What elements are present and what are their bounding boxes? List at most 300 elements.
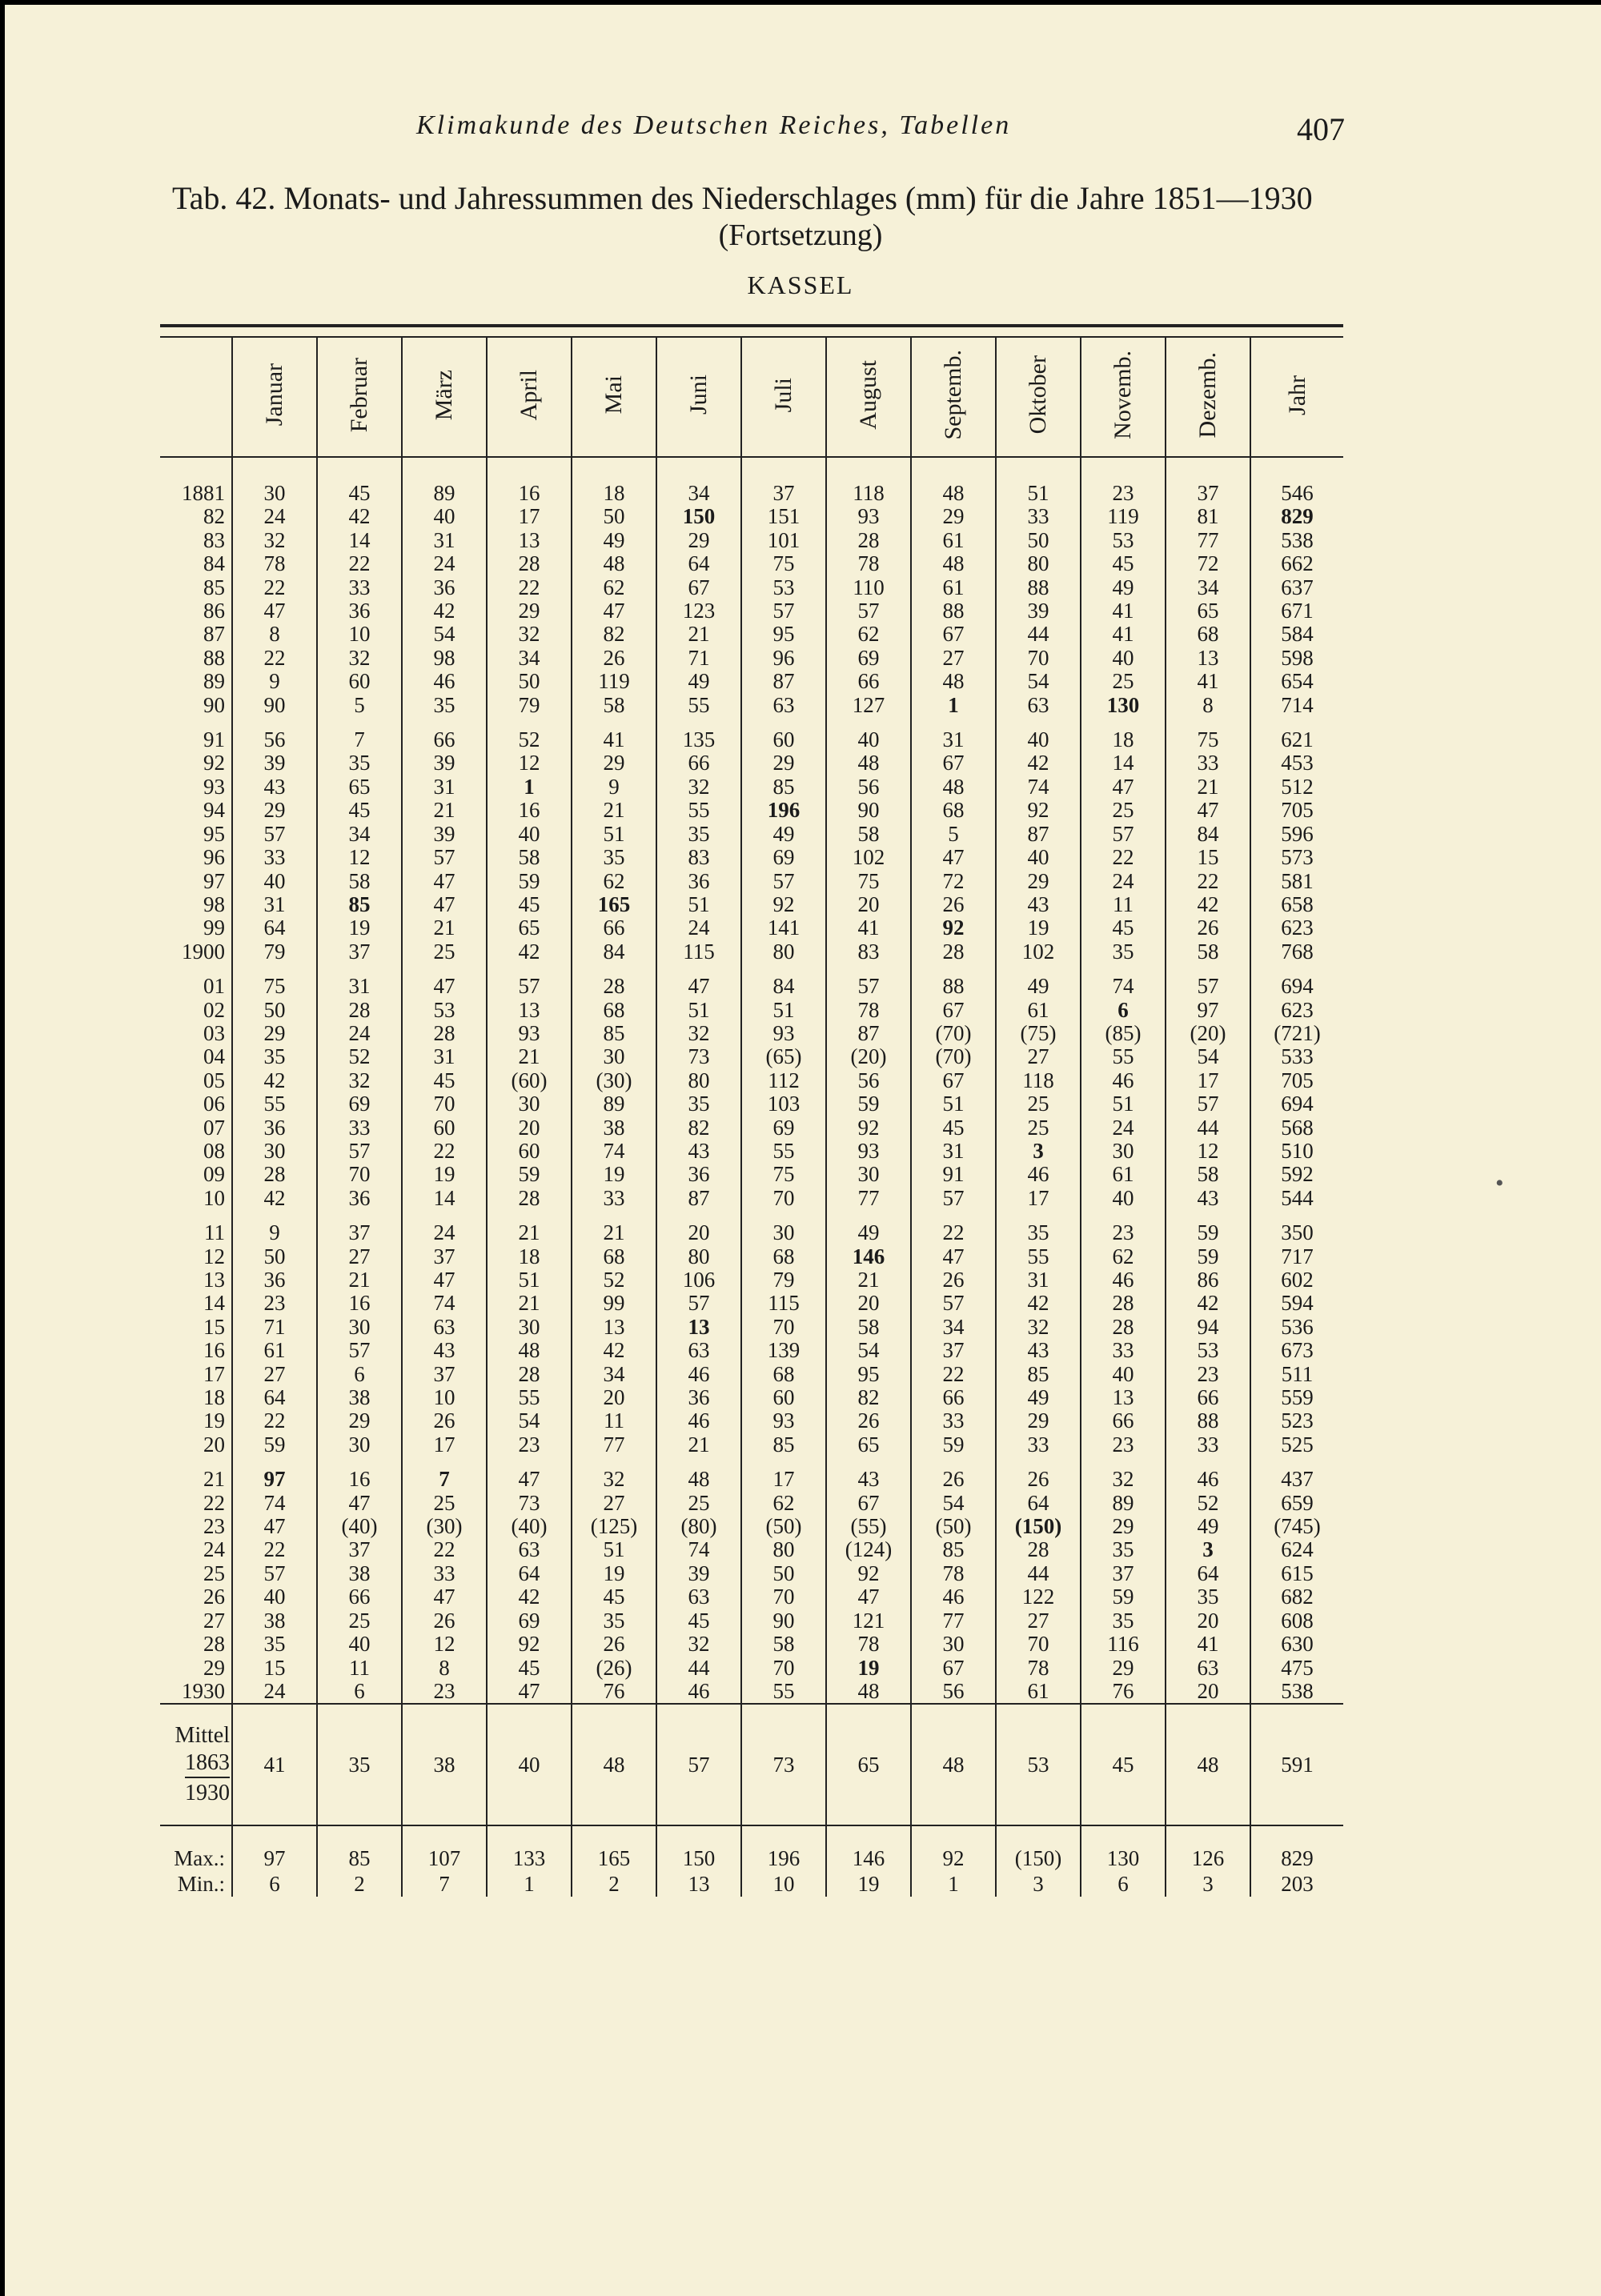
value-cell: 22: [1081, 846, 1166, 869]
value-cell: 29: [911, 505, 996, 528]
value-cell: 40: [826, 717, 911, 751]
value-cell: 40: [317, 1633, 402, 1656]
value-cell: 12: [487, 751, 572, 775]
value-cell: 112: [741, 1069, 826, 1092]
table-row: [160, 964, 1343, 998]
value-cell: 8: [1166, 694, 1250, 717]
value-cell: 22: [911, 1363, 996, 1386]
value-cell: 42: [1166, 893, 1250, 916]
value-cell: 55: [741, 1680, 826, 1704]
value-cell: 69: [487, 1609, 572, 1633]
value-cell: 42: [402, 599, 487, 623]
value-cell: 35: [1081, 940, 1166, 964]
value-cell: 38: [232, 1609, 317, 1633]
table-row: [160, 870, 1343, 893]
value-cell: 33: [1166, 751, 1250, 775]
value-cell: 67: [911, 1657, 996, 1680]
value-cell: 1: [911, 694, 996, 717]
value-cell: 48: [911, 670, 996, 693]
value-cell: 40: [402, 505, 487, 528]
value-cell: 81: [1166, 505, 1250, 528]
value-cell: 53: [1081, 529, 1166, 552]
mean-value-cell: 73: [741, 1704, 826, 1825]
value-cell: 35: [996, 1210, 1081, 1244]
value-cell: 34: [572, 1363, 656, 1386]
year-cell: 99: [203, 916, 225, 940]
value-cell: 55: [1081, 1045, 1166, 1068]
table-row: [160, 846, 1343, 869]
table-row: [160, 823, 1343, 846]
value-cell: 28: [1081, 1316, 1166, 1339]
value-cell: 37: [317, 1538, 402, 1561]
mean-value-cell: 48: [1166, 1704, 1250, 1825]
value-cell: 31: [317, 964, 402, 998]
value-cell: 64: [1166, 1562, 1250, 1585]
value-cell: 62: [1081, 1245, 1166, 1268]
value-cell: 19: [996, 916, 1081, 940]
year-cell: 1881: [182, 481, 225, 505]
value-cell: 21: [572, 799, 656, 822]
value-cell: 26: [402, 1409, 487, 1432]
year-cell: 13: [203, 1268, 225, 1292]
value-cell: 30: [1081, 1140, 1166, 1163]
table-subtitle: (Fortsetzung): [718, 218, 883, 252]
value-cell: 66: [911, 1386, 996, 1409]
value-cell: 12: [317, 846, 402, 869]
min-value-cell: 203: [1250, 1871, 1343, 1897]
value-cell: 16: [487, 799, 572, 822]
value-cell: 66: [317, 1585, 402, 1609]
value-cell: 97: [1166, 999, 1250, 1022]
value-cell: 544: [1250, 1187, 1343, 1210]
value-cell: 592: [1250, 1163, 1343, 1186]
max-value-cell: 130: [1081, 1825, 1166, 1871]
value-cell: 57: [487, 964, 572, 998]
year-cell: 89: [203, 669, 225, 694]
value-cell: 27: [996, 1609, 1081, 1633]
value-cell: 76: [572, 1680, 656, 1704]
value-cell: 6: [317, 1680, 402, 1704]
value-cell: 52: [572, 1268, 656, 1292]
max-value-cell: 85: [317, 1825, 402, 1871]
min-value-cell: 13: [656, 1871, 741, 1897]
value-cell: 46: [996, 1163, 1081, 1186]
value-cell: 33: [996, 505, 1081, 528]
value-cell: 52: [1166, 1492, 1250, 1515]
value-cell: 28: [1081, 1292, 1166, 1315]
value-cell: 127: [826, 694, 911, 717]
value-cell: 22: [232, 1538, 317, 1561]
min-value-cell: 1: [911, 1871, 996, 1897]
value-cell: 523: [1250, 1409, 1343, 1432]
value-cell: 525: [1250, 1433, 1343, 1457]
value-cell: 25: [996, 1092, 1081, 1116]
value-cell: 92: [741, 893, 826, 916]
value-cell: 25: [1081, 799, 1166, 822]
value-cell: 26: [911, 893, 996, 916]
value-cell: 63: [402, 1316, 487, 1339]
value-cell: 38: [317, 1386, 402, 1409]
value-cell: 36: [232, 1116, 317, 1140]
value-cell: 15: [1166, 846, 1250, 869]
value-cell: 18: [487, 1245, 572, 1268]
year-cell: 16: [203, 1338, 225, 1363]
value-cell: 92: [996, 799, 1081, 822]
year-cell: 85: [203, 575, 225, 599]
value-cell: 13: [1166, 647, 1250, 670]
value-cell: (40): [487, 1515, 572, 1538]
min-value-cell: 10: [741, 1871, 826, 1897]
table-row: [160, 775, 1343, 799]
value-cell: 42: [487, 1585, 572, 1609]
column-header-label: Jahr: [1283, 375, 1310, 415]
value-cell: 63: [656, 1585, 741, 1609]
value-cell: 46: [911, 1585, 996, 1609]
value-cell: 88: [911, 964, 996, 998]
value-cell: 79: [741, 1268, 826, 1292]
station-name: KASSEL: [747, 270, 854, 299]
min-value-cell: 6: [232, 1871, 317, 1897]
value-cell: 22: [1166, 870, 1250, 893]
value-cell: 29: [232, 799, 317, 822]
max-value-cell: 107: [402, 1825, 487, 1871]
value-cell: 37: [1166, 457, 1250, 505]
year-cell: 82: [203, 504, 225, 529]
value-cell: 16: [487, 457, 572, 505]
value-cell: 37: [741, 457, 826, 505]
value-cell: 50: [232, 1245, 317, 1268]
value-cell: 75: [1166, 717, 1250, 751]
value-cell: 63: [656, 1339, 741, 1362]
value-cell: 49: [996, 964, 1081, 998]
year-cell: 25: [203, 1561, 225, 1585]
value-cell: 102: [826, 846, 911, 869]
value-cell: 22: [402, 1140, 487, 1163]
value-cell: 110: [826, 576, 911, 599]
value-cell: 119: [572, 670, 656, 693]
value-cell: 14: [317, 529, 402, 552]
value-cell: 596: [1250, 823, 1343, 846]
value-cell: 47: [826, 1585, 911, 1609]
value-cell: 57: [741, 599, 826, 623]
value-cell: 24: [232, 505, 317, 528]
value-cell: 20: [826, 893, 911, 916]
value-cell: 115: [741, 1292, 826, 1315]
value-cell: 32: [572, 1457, 656, 1491]
value-cell: 24: [1081, 1116, 1166, 1140]
value-cell: 621: [1250, 717, 1343, 751]
value-cell: 56: [232, 717, 317, 751]
value-cell: 57: [232, 1562, 317, 1585]
value-cell: (124): [826, 1538, 911, 1561]
value-cell: 350: [1250, 1210, 1343, 1244]
value-cell: 66: [402, 717, 487, 751]
value-cell: (26): [572, 1657, 656, 1680]
value-cell: 80: [656, 1069, 741, 1092]
value-cell: 30: [232, 1140, 317, 1163]
min-value-cell: 6: [1081, 1871, 1166, 1897]
value-cell: 29: [1081, 1657, 1166, 1680]
value-cell: (65): [741, 1045, 826, 1068]
table-row: [160, 1092, 1343, 1116]
value-cell: 37: [317, 940, 402, 964]
value-cell: 598: [1250, 647, 1343, 670]
value-cell: 70: [741, 1187, 826, 1210]
value-cell: 61: [1081, 1163, 1166, 1186]
value-cell: 24: [402, 1210, 487, 1244]
value-cell: 46: [1081, 1069, 1166, 1092]
value-cell: 46: [656, 1409, 741, 1432]
value-cell: 96: [741, 647, 826, 670]
value-cell: 61: [232, 1339, 317, 1362]
value-cell: 20: [487, 1116, 572, 1140]
value-cell: 51: [741, 999, 826, 1022]
value-cell: 26: [996, 1457, 1081, 1491]
value-cell: 24: [232, 1680, 317, 1704]
value-cell: 92: [826, 1116, 911, 1140]
value-cell: 24: [317, 1022, 402, 1045]
value-cell: 608: [1250, 1609, 1343, 1633]
table-row: [160, 751, 1343, 775]
value-cell: 8: [402, 1657, 487, 1680]
year-cell: 15: [203, 1314, 225, 1339]
value-cell: 75: [741, 1163, 826, 1186]
value-cell: 30: [317, 1433, 402, 1457]
value-cell: 12: [1166, 1140, 1250, 1163]
value-cell: 23: [232, 1292, 317, 1315]
value-cell: 28: [232, 1163, 317, 1186]
value-cell: 87: [826, 1022, 911, 1045]
table-row: [160, 1492, 1343, 1515]
value-cell: 37: [317, 1210, 402, 1244]
value-cell: 75: [232, 964, 317, 998]
value-cell: 83: [656, 846, 741, 869]
value-cell: 37: [402, 1245, 487, 1268]
value-cell: 39: [402, 751, 487, 775]
value-cell: 55: [741, 1140, 826, 1163]
value-cell: 139: [741, 1339, 826, 1362]
mean-value-cell: 41: [232, 1704, 317, 1825]
value-cell: 29: [572, 751, 656, 775]
value-cell: 93: [741, 1409, 826, 1432]
value-cell: 90: [232, 694, 317, 717]
value-cell: 584: [1250, 623, 1343, 646]
year-cell: 09: [203, 1162, 225, 1187]
value-cell: 66: [826, 670, 911, 693]
value-cell: 115: [656, 940, 741, 964]
mean-label: [160, 1704, 232, 1825]
value-cell: 32: [317, 1069, 402, 1092]
value-cell: 46: [402, 670, 487, 693]
value-cell: 511: [1250, 1363, 1343, 1386]
mean-label-text: Mittel: [175, 1723, 230, 1749]
year-cell: 01: [203, 974, 225, 999]
value-cell: 86: [1166, 1268, 1250, 1292]
value-cell: 76: [1081, 1680, 1166, 1704]
value-cell: 673: [1250, 1339, 1343, 1362]
value-cell: 453: [1250, 751, 1343, 775]
column-header-april: [487, 338, 572, 457]
year-cell: 88: [203, 645, 225, 670]
value-cell: 47: [232, 599, 317, 623]
value-cell: 45: [317, 457, 402, 505]
value-cell: 59: [1166, 1245, 1250, 1268]
value-cell: 57: [656, 1292, 741, 1315]
value-cell: 121: [826, 1609, 911, 1633]
table-header-row: [160, 338, 1343, 457]
value-cell: 41: [1081, 623, 1166, 646]
column-header-label: Februar: [346, 357, 372, 433]
value-cell: 51: [1081, 1092, 1166, 1116]
value-cell: 17: [996, 1187, 1081, 1210]
value-cell: 57: [911, 1292, 996, 1315]
value-cell: 47: [487, 1680, 572, 1704]
value-cell: 546: [1250, 457, 1343, 505]
value-cell: 80: [996, 552, 1081, 575]
value-cell: 57: [1081, 823, 1166, 846]
value-cell: 62: [741, 1492, 826, 1515]
value-cell: 151: [741, 505, 826, 528]
value-cell: 42: [487, 940, 572, 964]
value-cell: 40: [1081, 1363, 1166, 1386]
value-cell: 59: [911, 1433, 996, 1457]
value-cell: 42: [232, 1069, 317, 1092]
value-cell: 45: [487, 893, 572, 916]
value-cell: 85: [741, 775, 826, 799]
table-row: [160, 1187, 1343, 1210]
table-row: [160, 623, 1343, 646]
year-cell: 26: [203, 1585, 225, 1609]
value-cell: 95: [826, 1363, 911, 1386]
value-cell: 538: [1250, 529, 1343, 552]
value-cell: 130: [1081, 694, 1166, 717]
value-cell: 35: [656, 823, 741, 846]
value-cell: 51: [572, 823, 656, 846]
value-cell: 54: [996, 670, 1081, 693]
column-header-august: [826, 338, 911, 457]
table-row: [160, 457, 1343, 505]
value-cell: 30: [487, 1092, 572, 1116]
value-cell: 64: [656, 552, 741, 575]
value-cell: 102: [996, 940, 1081, 964]
value-cell: 22: [232, 1409, 317, 1432]
value-cell: 594: [1250, 1292, 1343, 1315]
value-cell: 66: [572, 916, 656, 940]
value-cell: 64: [232, 916, 317, 940]
column-header-label: Novemb.: [1109, 351, 1136, 439]
value-cell: 35: [317, 751, 402, 775]
year-cell: 92: [203, 751, 225, 775]
value-cell: 48: [911, 457, 996, 505]
value-cell: 50: [487, 670, 572, 693]
min-value-cell: 2: [317, 1871, 402, 1897]
value-cell: 40: [232, 1585, 317, 1609]
value-cell: 60: [741, 1386, 826, 1409]
value-cell: 615: [1250, 1562, 1343, 1585]
value-cell: 43: [826, 1457, 911, 1491]
value-cell: 28: [317, 999, 402, 1022]
value-cell: 19: [402, 1163, 487, 1186]
table-row: [160, 1515, 1343, 1538]
value-cell: 119: [1081, 505, 1166, 528]
table-row: [160, 647, 1343, 670]
value-cell: 68: [572, 999, 656, 1022]
value-cell: 196: [741, 799, 826, 822]
value-cell: 78: [826, 1633, 911, 1656]
value-cell: 21: [487, 1045, 572, 1068]
value-cell: 84: [572, 940, 656, 964]
value-cell: 23: [1081, 457, 1166, 505]
value-cell: 41: [1166, 1633, 1250, 1656]
value-cell: 43: [996, 893, 1081, 916]
value-cell: 59: [826, 1092, 911, 1116]
value-cell: 35: [232, 1045, 317, 1068]
mean-value-cell: 57: [656, 1704, 741, 1825]
value-cell: 43: [656, 1140, 741, 1163]
value-cell: 28: [402, 1022, 487, 1045]
value-cell: 64: [487, 1562, 572, 1585]
value-cell: 54: [826, 1339, 911, 1362]
column-header-label: Dezemb.: [1194, 351, 1221, 439]
table-row: [160, 1210, 1343, 1244]
value-cell: 27: [572, 1492, 656, 1515]
value-cell: 49: [572, 529, 656, 552]
value-cell: 32: [1081, 1457, 1166, 1491]
value-cell: 717: [1250, 1245, 1343, 1268]
value-cell: 11: [317, 1657, 402, 1680]
value-cell: 30: [232, 457, 317, 505]
value-cell: 55: [656, 694, 741, 717]
year-cell: 95: [203, 821, 225, 846]
column-header-label: Juli: [770, 377, 796, 413]
column-header-label: Januar: [261, 363, 287, 427]
value-cell: 12: [402, 1633, 487, 1656]
value-cell: 7: [317, 717, 402, 751]
value-cell: 9: [572, 775, 656, 799]
value-cell: 27: [996, 1045, 1081, 1068]
value-cell: 13: [1081, 1386, 1166, 1409]
value-cell: 29: [1081, 1515, 1166, 1538]
value-cell: 768: [1250, 940, 1343, 964]
value-cell: 85: [911, 1538, 996, 1561]
value-cell: 74: [402, 1292, 487, 1315]
value-cell: 654: [1250, 670, 1343, 693]
min-row: [160, 1871, 1343, 1897]
value-cell: 65: [826, 1433, 911, 1457]
table-row: [160, 599, 1343, 623]
value-cell: 33: [1166, 1433, 1250, 1457]
value-cell: 57: [232, 823, 317, 846]
value-cell: 32: [317, 647, 402, 670]
value-cell: 31: [996, 1268, 1081, 1292]
value-cell: 74: [1081, 964, 1166, 998]
value-cell: 26: [572, 647, 656, 670]
mean-value-cell: 48: [572, 1704, 656, 1825]
value-cell: 63: [996, 694, 1081, 717]
value-cell: 59: [487, 870, 572, 893]
mean-value-cell: 48: [911, 1704, 996, 1825]
value-cell: 16: [317, 1457, 402, 1491]
value-cell: 671: [1250, 599, 1343, 623]
value-cell: 21: [656, 623, 741, 646]
value-cell: 59: [1166, 1210, 1250, 1244]
value-cell: 118: [996, 1069, 1081, 1092]
value-cell: 45: [402, 1069, 487, 1092]
value-cell: 48: [656, 1457, 741, 1491]
value-cell: 93: [826, 1140, 911, 1163]
year-cell: 19: [203, 1408, 225, 1433]
value-cell: 30: [826, 1163, 911, 1186]
